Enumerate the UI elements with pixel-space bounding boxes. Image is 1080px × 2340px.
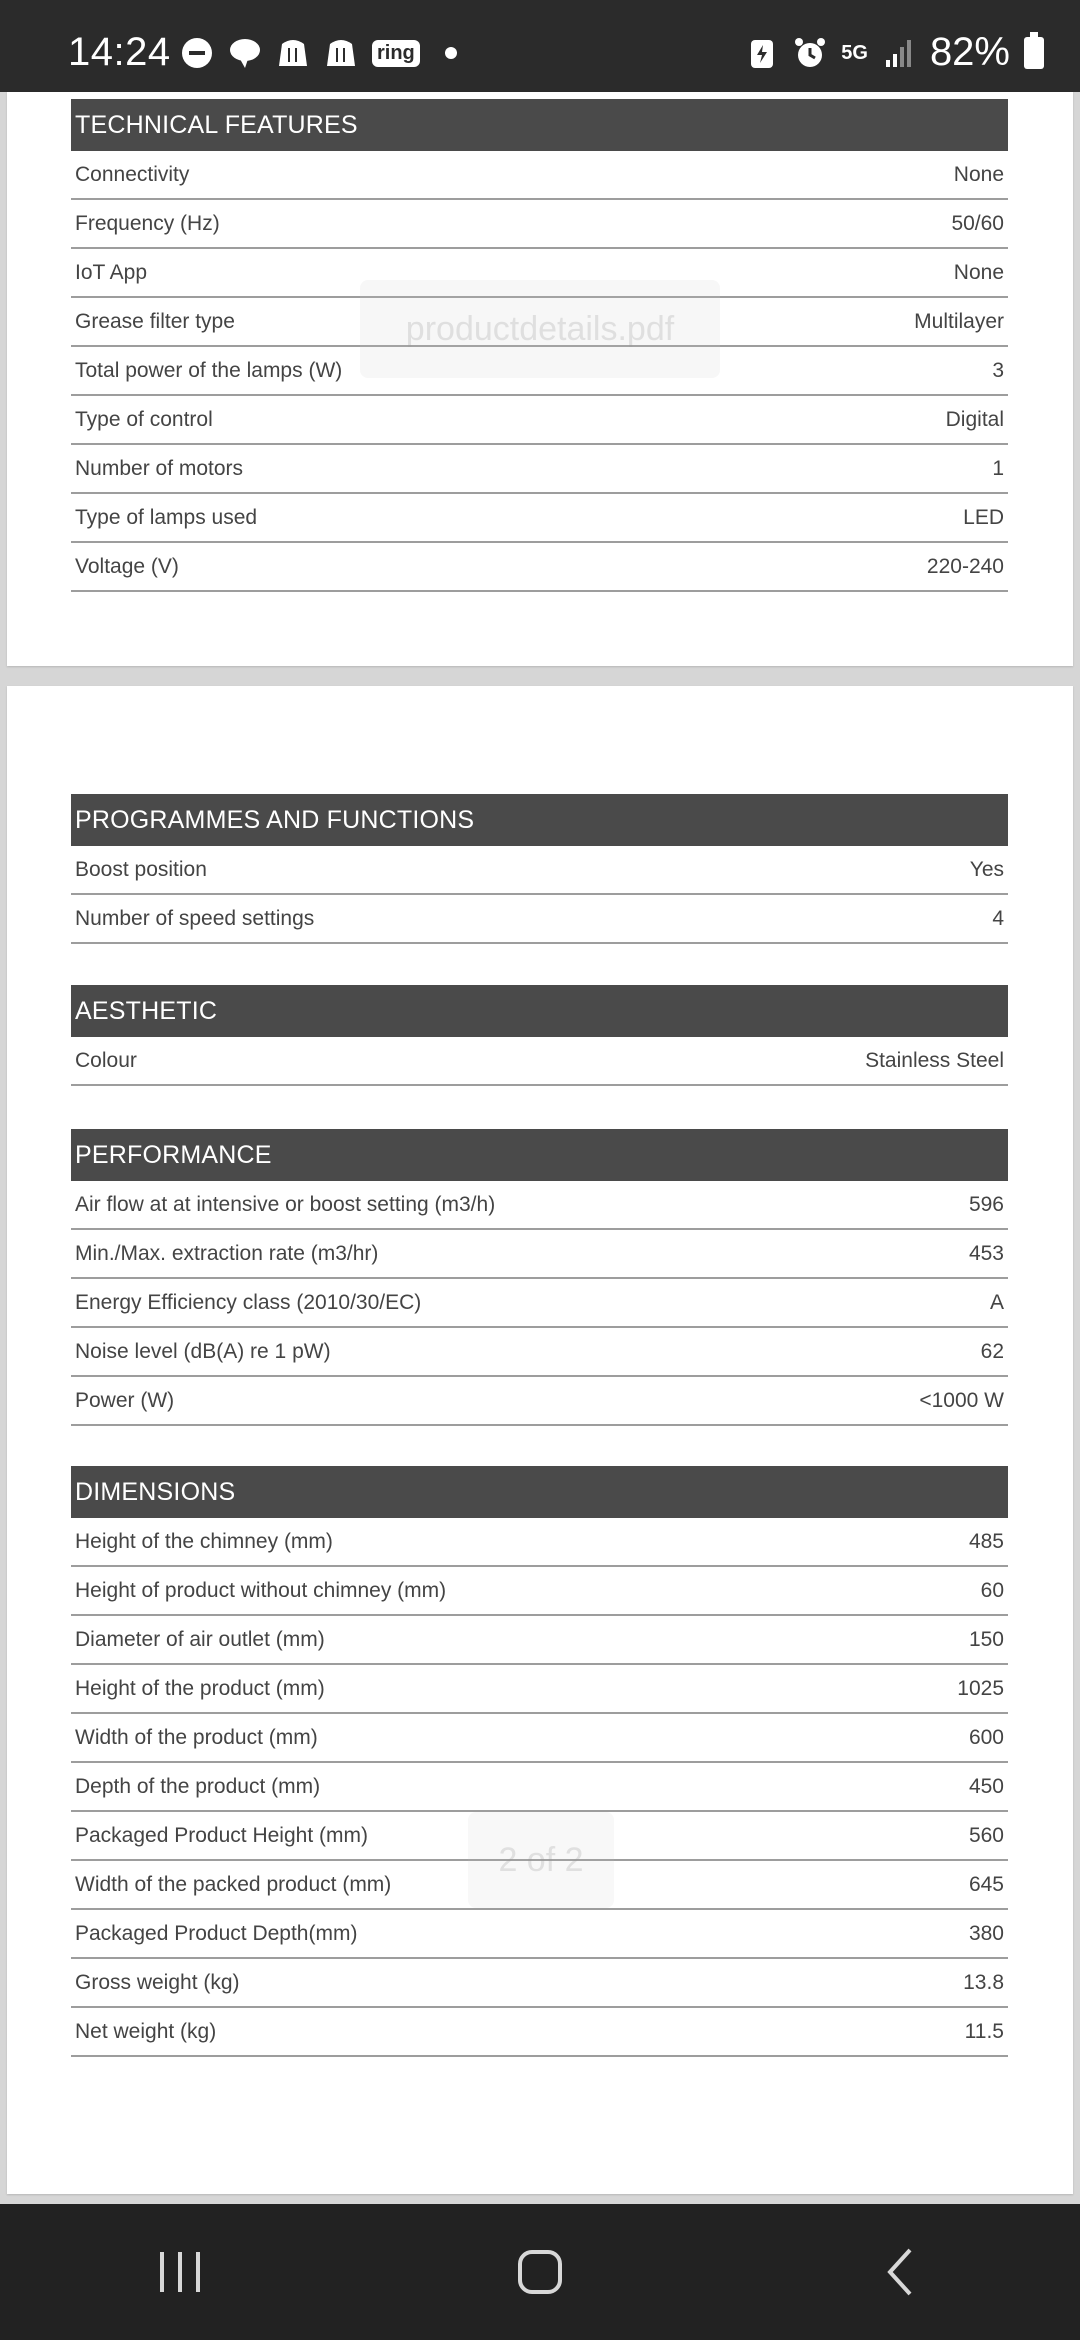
row-value: 380: [968, 1921, 1004, 1945]
ring-app-icon: ring: [372, 40, 420, 67]
row-label: Net weight (kg): [75, 2019, 217, 2043]
network-type-label: 5G: [841, 41, 868, 64]
row-value: 50/60: [951, 211, 1004, 235]
row-label: Height of the chimney (mm): [75, 1529, 333, 1553]
section-performance: [71, 1129, 1008, 1426]
row-value: Stainless Steel: [865, 1048, 1004, 1072]
row-label: Height of the product (mm): [75, 1676, 325, 1700]
row-value: 11.5: [964, 2019, 1004, 2043]
food-delivery-icon-2: [324, 36, 358, 70]
row-label: IoT App: [75, 260, 148, 284]
table-row: [71, 1910, 1008, 1959]
row-value: 1: [992, 456, 1004, 480]
table-row: [71, 396, 1008, 445]
row-label: Noise level (dB(A) re 1 pW): [75, 1339, 331, 1363]
row-label: Height of product without chimney (mm): [75, 1578, 447, 1602]
row-value: <1000 W: [919, 1388, 1004, 1412]
row-value: 13.8: [963, 1970, 1004, 1994]
row-value: 60: [980, 1578, 1004, 1602]
row-label: Packaged Product Height (mm): [75, 1823, 368, 1847]
table-row: [71, 1279, 1008, 1328]
row-value: LED: [963, 505, 1004, 529]
table-row: [71, 2008, 1008, 2057]
system-navigation-bar: [0, 2204, 1080, 2340]
row-value: 62: [980, 1339, 1004, 1363]
row-label: Colour: [75, 1048, 137, 1072]
row-value: Yes: [969, 857, 1004, 881]
row-label: Voltage (V): [75, 554, 179, 578]
row-label: Number of speed settings: [75, 906, 315, 930]
battery-percentage: 82%: [929, 30, 1010, 74]
system-icons: [745, 30, 1044, 75]
table-row: [71, 846, 1008, 895]
row-value: None: [953, 260, 1004, 284]
section-header: PROGRAMMES AND FUNCTIONS: [71, 794, 1008, 846]
page-indicator-toast: 2 of 2: [468, 1812, 614, 1908]
table-row: [71, 494, 1008, 543]
do-not-disturb-icon: [180, 36, 214, 70]
row-value: 600: [968, 1725, 1004, 1749]
battery-icon: [1024, 37, 1044, 69]
table-row: [71, 1714, 1008, 1763]
row-value: 645: [968, 1872, 1004, 1896]
signal-strength-icon: [882, 36, 916, 70]
table-row: [71, 1665, 1008, 1714]
table-row: [71, 445, 1008, 494]
back-button[interactable]: [840, 2222, 960, 2322]
row-value: 560: [968, 1823, 1004, 1847]
alarm-icon: [793, 36, 827, 70]
row-value: Multilayer: [914, 309, 1004, 333]
home-button[interactable]: [480, 2222, 600, 2322]
pdf-page-2: [7, 686, 1073, 2194]
section-programmes-functions: [71, 794, 1008, 944]
row-label: Frequency (Hz): [75, 211, 220, 235]
row-value: 4: [992, 906, 1004, 930]
section-header: DIMENSIONS: [71, 1466, 1008, 1518]
home-icon: [516, 2248, 564, 2296]
table-row: [71, 895, 1008, 944]
section-dimensions: [71, 1466, 1008, 2057]
row-label: Gross weight (kg): [75, 1970, 240, 1994]
table-row: [71, 1377, 1008, 1426]
row-label: Grease filter type: [75, 309, 235, 333]
pdf-filename-toast: productdetails.pdf: [360, 280, 720, 378]
table-row: [71, 1567, 1008, 1616]
more-notifications-dot-icon: [434, 36, 468, 70]
row-value: 220-240: [926, 554, 1004, 578]
row-label: Energy Efficiency class (2010/30/EC): [75, 1290, 422, 1314]
row-label: Air flow at at intensive or boost setting (m3/h): [75, 1192, 496, 1216]
row-value: None: [953, 162, 1004, 186]
row-value: 1025: [957, 1676, 1004, 1700]
table-row: [71, 1328, 1008, 1377]
row-label: Min./Max. extraction rate (m3/hr): [75, 1241, 379, 1265]
notification-icons: [180, 36, 468, 70]
chat-bubble-icon: [228, 36, 262, 70]
table-row: [71, 200, 1008, 249]
table-row: [71, 1181, 1008, 1230]
row-label: Packaged Product Depth(mm): [75, 1921, 358, 1945]
pdf-page-1: [7, 92, 1073, 666]
row-value: 3: [992, 358, 1004, 382]
row-label: Power (W): [75, 1388, 175, 1412]
table-row: [71, 1959, 1008, 2008]
row-label: Total power of the lamps (W): [75, 358, 343, 382]
table-row: [71, 151, 1008, 200]
row-label: Connectivity: [75, 162, 190, 186]
table-row: [71, 1763, 1008, 1812]
row-value: 596: [968, 1192, 1004, 1216]
row-label: Diameter of air outlet (mm): [75, 1627, 325, 1651]
section-aesthetic: [71, 985, 1008, 1086]
table-row: [71, 1230, 1008, 1279]
table-row: [71, 543, 1008, 592]
row-label: Width of the product (mm): [75, 1725, 318, 1749]
row-value: A: [989, 1290, 1004, 1314]
status-bar: [0, 0, 1080, 92]
status-time: 14:24: [68, 30, 171, 74]
row-label: Type of lamps used: [75, 505, 258, 529]
row-label: Boost position: [75, 857, 207, 881]
section-header: AESTHETIC: [71, 985, 1008, 1037]
row-value: 485: [968, 1529, 1004, 1553]
row-label: Depth of the product (mm): [75, 1774, 321, 1798]
row-value: 453: [968, 1241, 1004, 1265]
section-header: TECHNICAL FEATURES: [71, 99, 1008, 151]
row-label: Number of motors: [75, 456, 244, 480]
table-row: [71, 1616, 1008, 1665]
table-row: [71, 1518, 1008, 1567]
row-label: Width of the packed product (mm): [75, 1872, 392, 1896]
row-label: Type of control: [75, 407, 213, 431]
section-header: PERFORMANCE: [71, 1129, 1008, 1181]
food-delivery-icon: [276, 36, 310, 70]
table-row: [71, 1037, 1008, 1086]
battery-saver-icon: [745, 36, 779, 70]
recent-apps-button[interactable]: [120, 2222, 240, 2322]
row-value: Digital: [945, 407, 1004, 431]
row-value: 150: [968, 1627, 1004, 1651]
back-icon: [882, 2246, 918, 2298]
row-value: 450: [968, 1774, 1004, 1798]
recent-apps-icon: [156, 2250, 204, 2294]
